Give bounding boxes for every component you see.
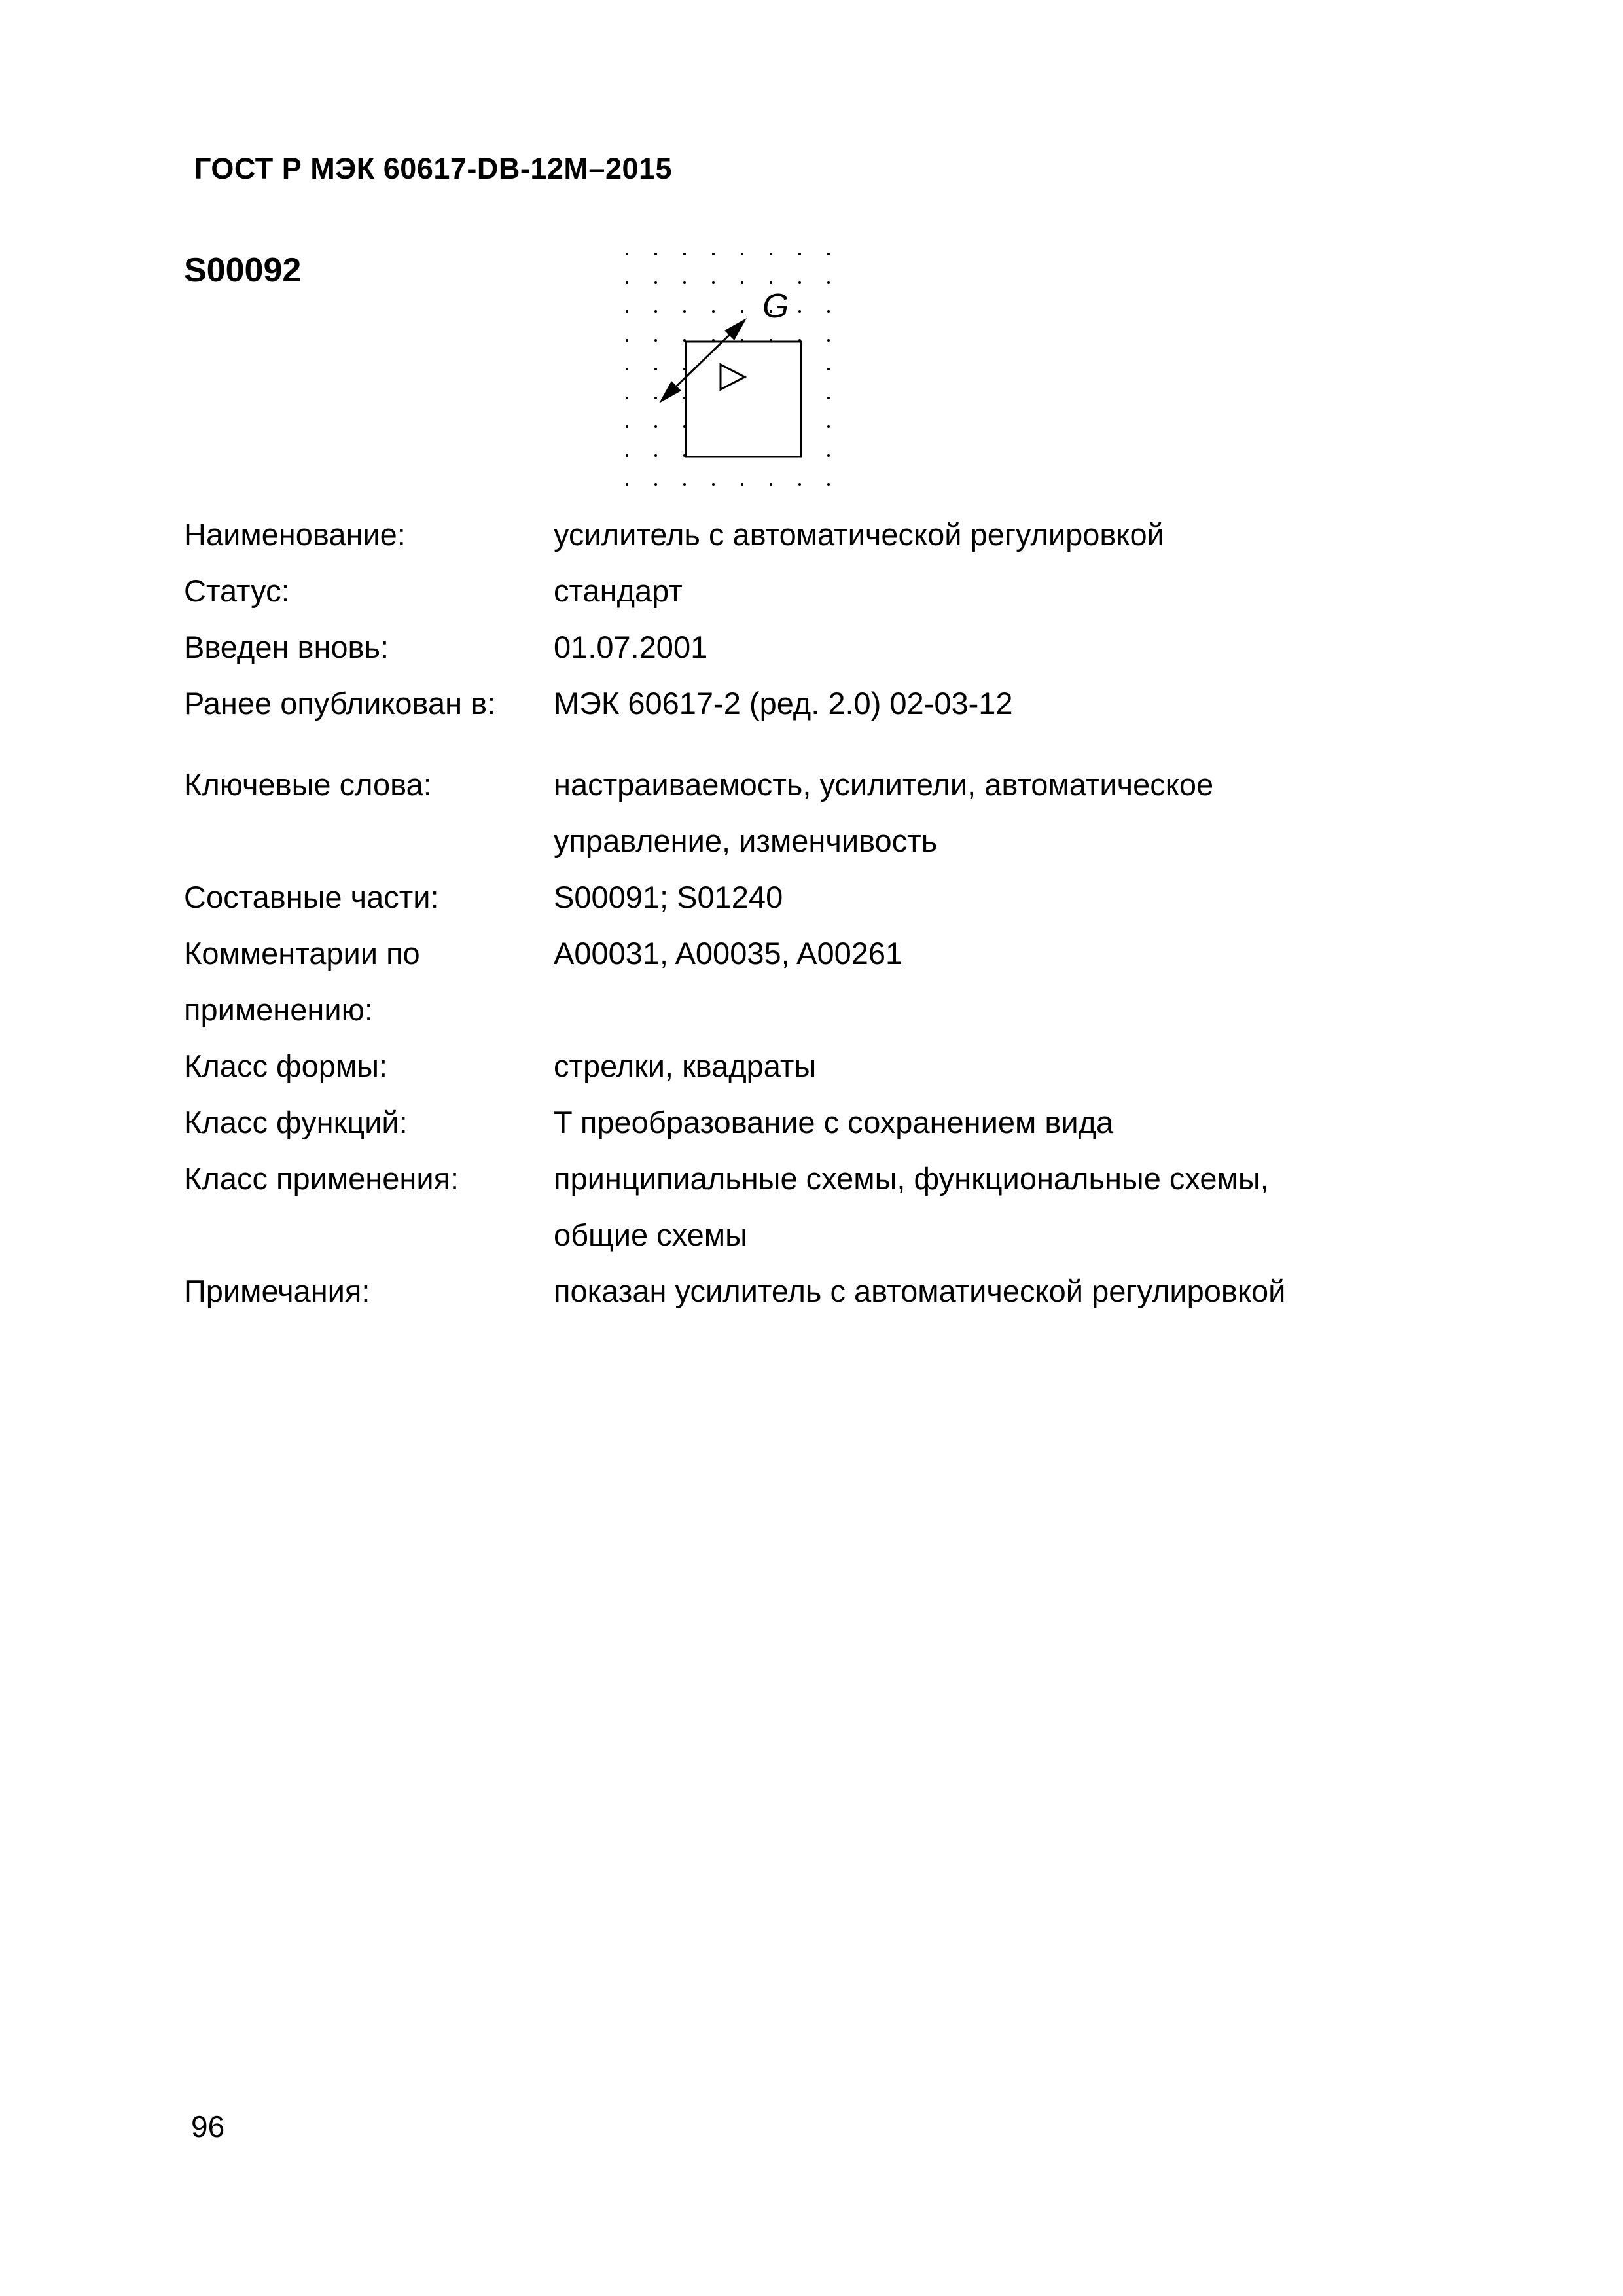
- field-row-application-class: [184, 1151, 1404, 1263]
- field-row-introduced: [184, 619, 1404, 675]
- field-row-notes: [184, 1263, 1404, 1319]
- field-value: принципиальные схемы, функциональные схемы, общие схемы: [554, 1161, 1269, 1252]
- standard-header: ГОСТ Р МЭК 60617-DB-12M–2015: [194, 152, 673, 185]
- field-row-status: [184, 563, 1404, 619]
- field-label: Примечания:: [184, 1274, 370, 1308]
- field-label: Класс применения:: [184, 1161, 459, 1196]
- field-label: Класс формы:: [184, 1049, 388, 1083]
- field-value: стандарт: [554, 573, 683, 608]
- field-value: S00091; S01240: [554, 880, 783, 914]
- field-label: Наименование:: [184, 517, 406, 552]
- field-label: Статус:: [184, 573, 290, 608]
- field-label: Комментарии по применению:: [184, 936, 420, 1027]
- amplifier-agc-symbol-icon: [625, 252, 854, 501]
- attributes-table: [184, 507, 1404, 1319]
- field-value: усилитель с автоматической регулировкой: [554, 517, 1164, 552]
- field-row-components: [184, 869, 1404, 925]
- field-value: МЭК 60617-2 (ред. 2.0) 02-03-12: [554, 686, 1013, 721]
- field-value: T преобразование с сохранением вида: [554, 1105, 1114, 1139]
- field-label: Составные части:: [184, 880, 439, 914]
- field-label: Введен вновь:: [184, 630, 389, 664]
- symbol-label-g: G: [762, 287, 789, 325]
- field-row-keywords: [184, 757, 1404, 869]
- symbol-code: S00092: [184, 251, 302, 289]
- field-row-application-notes: [184, 925, 1404, 1038]
- amplifier-box: [686, 342, 801, 457]
- field-value: A00031, A00035, A00261: [554, 936, 903, 971]
- field-value: настраиваемость, усилители, автоматическое управление, изменчивость: [554, 767, 1214, 858]
- field-label: Класс функций:: [184, 1105, 408, 1139]
- field-row-previously-published: [184, 675, 1404, 732]
- page-number: 96: [191, 2109, 225, 2144]
- field-row-function-class: [184, 1094, 1404, 1151]
- field-row-name: [184, 507, 1404, 563]
- field-label: Ключевые слова:: [184, 767, 432, 802]
- field-row-shape-class: [184, 1038, 1404, 1094]
- field-value: показан усилитель с автоматической регулировкой: [554, 1274, 1286, 1308]
- field-label: Ранее опубликован в:: [184, 686, 496, 721]
- field-value: стрелки, квадраты: [554, 1049, 817, 1083]
- field-value: 01.07.2001: [554, 630, 708, 664]
